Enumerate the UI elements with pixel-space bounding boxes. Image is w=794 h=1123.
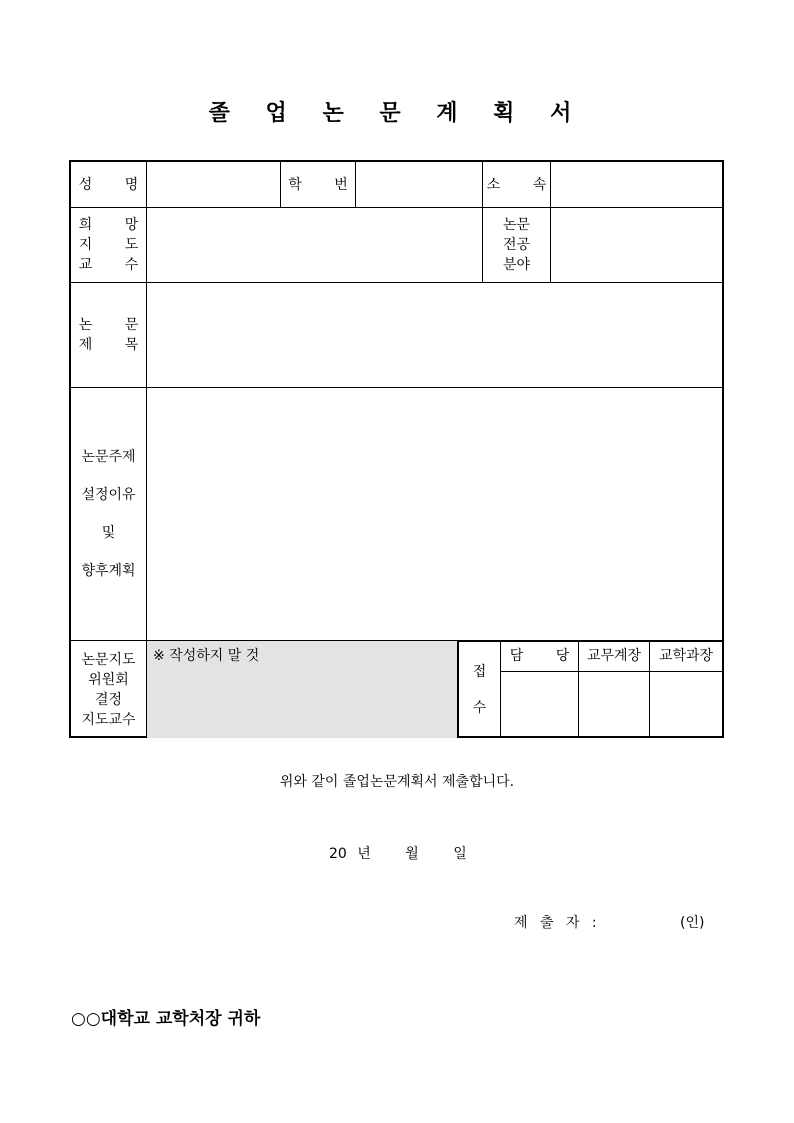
document-title: 졸 업 논 문 계 획 서 bbox=[208, 100, 586, 126]
affiliation-field[interactable] bbox=[551, 162, 722, 207]
date-day-label: 일 bbox=[453, 846, 467, 862]
date-year-label: 년 bbox=[357, 846, 371, 862]
student-id-label: 학 번 bbox=[288, 176, 362, 193]
reason-plan-field[interactable] bbox=[147, 388, 722, 640]
date-line bbox=[329, 843, 467, 863]
seal-mark: (인) bbox=[680, 915, 705, 931]
do-not-fill-note: ※ 작성하지 말 것 bbox=[153, 648, 260, 664]
reason-plan-label: 논문주제 설정이유 및 향후계획 bbox=[81, 449, 136, 579]
thesis-title-field[interactable] bbox=[147, 283, 722, 387]
approval-header-staff: 담 당 bbox=[509, 648, 584, 664]
thesis-title-label: 논 문 제 목 bbox=[78, 317, 153, 353]
approval-sign-staff[interactable] bbox=[501, 672, 578, 738]
submitter-label: 제 출 자 : bbox=[514, 915, 601, 931]
affiliation-label: 소 속 bbox=[486, 176, 561, 193]
approval-header-academic-chief: 교무계장 bbox=[586, 648, 642, 664]
major-field-field[interactable] bbox=[551, 208, 722, 282]
date-month-label: 월 bbox=[405, 846, 419, 862]
receipt-label: 접 수 bbox=[472, 663, 487, 716]
approval-sign-academic-chief[interactable] bbox=[579, 672, 649, 738]
student-id-field[interactable] bbox=[356, 162, 482, 207]
committee-label: 논문지도 위원회 결정 지도교수 bbox=[81, 651, 136, 728]
advisor-field[interactable] bbox=[147, 208, 482, 282]
submission-statement: 위와 같이 졸업논문계획서 제출합니다. bbox=[279, 774, 515, 790]
name-label: 성 명 bbox=[78, 176, 153, 193]
addressee-line: ○○대학교 교학처장 귀하 bbox=[71, 1009, 261, 1029]
advisor-label: 희 망 지 도 교 수 bbox=[78, 217, 153, 273]
name-field[interactable] bbox=[147, 162, 280, 207]
thesis-plan-form bbox=[69, 160, 724, 738]
date-year-prefix: 20 bbox=[329, 846, 347, 862]
approval-sign-academic-director[interactable] bbox=[650, 672, 722, 738]
major-field-label: 논문 전공 분야 bbox=[502, 217, 531, 273]
approval-header-academic-director: 교학과장 bbox=[658, 648, 714, 664]
